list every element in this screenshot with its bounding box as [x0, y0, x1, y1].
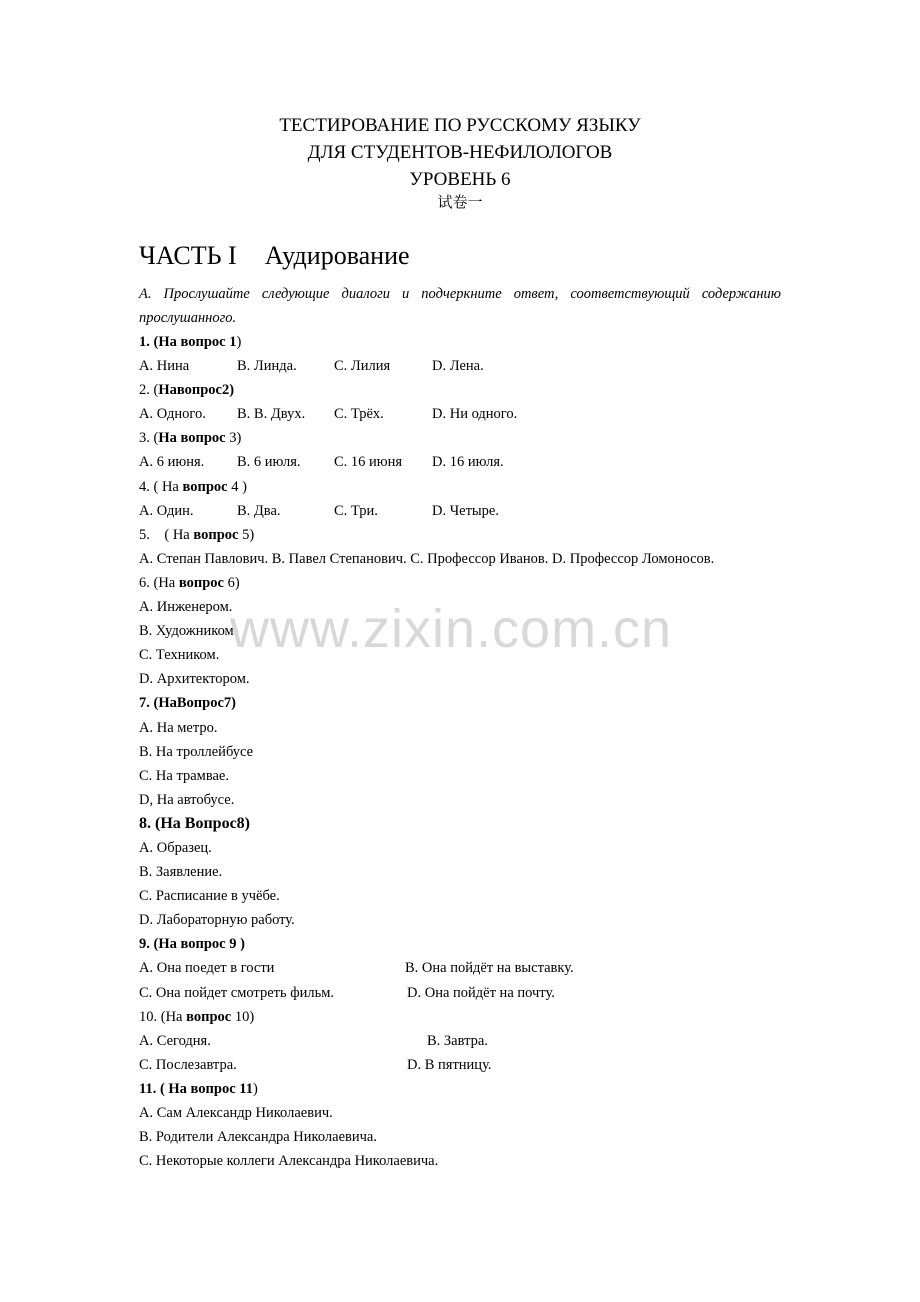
header-subtitle: 试卷一 — [437, 195, 483, 211]
answer-option: C. Она пойдет смотреть фильм. — [139, 984, 335, 1001]
section-heading — [139, 238, 410, 274]
answer-option: B. Завтра. — [427, 1032, 488, 1049]
section-title: Аудирование — [264, 241, 410, 270]
answer-option: D. Лабораторную работу. — [139, 912, 295, 929]
answer-option: A. Одного. — [139, 406, 206, 423]
answer-option: A. Сам Александр Николаевич. — [139, 1105, 333, 1121]
answer-option: C. Лилия — [334, 358, 391, 375]
question-heading: 2. (Навопрос2) — [139, 382, 235, 399]
answer-option: A. Сегодня. — [139, 1032, 211, 1049]
instruction-text: A. Прослушайте следующие диалоги и подчеркните ответ, соответствующий содержанию прослушанного. — [139, 286, 781, 326]
answer-row — [139, 450, 781, 474]
section-number: ЧАСТЬ I — [139, 241, 237, 270]
answer-option: A. Инженером. — [139, 599, 233, 616]
header-title-line-1: ТЕСТИРОВАНИЕ ПО РУССКОМУ ЯЗЫКУ — [279, 115, 641, 136]
answer-row — [139, 354, 781, 378]
answer-option: C. Техником. — [139, 647, 220, 664]
answer-option: A. Нина — [139, 358, 190, 375]
answer-option: B. Родители Александра Николаевича. — [139, 1129, 377, 1146]
answer-option: B. Художником. — [139, 623, 238, 640]
answer-option: A. На метро. — [139, 719, 218, 736]
header-title-line-2: ДЛЯ СТУДЕНТОВ-НЕФИЛОЛОГОВ — [307, 142, 613, 163]
answer-option: B. 6 июля. — [237, 454, 301, 471]
answer-row — [139, 981, 781, 1005]
answer-option: D, На автобусе. — [139, 791, 235, 808]
question-heading: 7. (НаВопрос7) — [139, 695, 236, 712]
answer-option: C. Расписание в учёбе. — [139, 888, 280, 905]
answer-option: D. Она пойдёт на почту. — [407, 984, 555, 1001]
answer-option: B. Заявление. — [139, 864, 223, 881]
answer-option: D. 16 июля. — [432, 454, 504, 471]
answer-option: C. Трёх. — [334, 406, 384, 423]
answer-option: B. В. Двух. — [237, 406, 306, 423]
question-heading: 11. ( На вопрос 11) — [139, 1080, 258, 1097]
question-heading: 5. ( На вопрос 5) — [139, 526, 255, 543]
questions-body — [139, 282, 781, 1173]
answer-option: B. Линда. — [237, 358, 297, 375]
question-heading: 9. (На вопрос 9 ) — [139, 936, 245, 953]
answer-row — [139, 402, 781, 426]
answer-option: D. Четыре. — [432, 502, 499, 519]
answer-option: C. Послезавтра. — [139, 1056, 237, 1073]
answer-option: B. Два. — [237, 502, 281, 519]
answer-row — [139, 499, 781, 523]
answer-row — [139, 956, 781, 980]
answer-option: B. На троллейбусе — [139, 743, 254, 760]
answer-row — [139, 1029, 781, 1053]
answer-options-inline: A. Степан Павлович. B. Павел Степанович. C. Профессор Иванов. D. Профессор Ломоносов. — [139, 550, 715, 567]
question-heading: 3. (На вопрос 3) — [139, 430, 242, 447]
question-heading: 6. (На вопрос 6) — [139, 574, 240, 591]
document-header — [0, 112, 920, 213]
question-heading: 4. ( На вопрос 4 ) — [139, 478, 247, 495]
watermark: www.zixin.com.cn — [230, 599, 673, 659]
answer-option: A. Она поедет в гости — [139, 960, 275, 977]
question-heading: 10. (На вопрос 10) — [139, 1008, 255, 1025]
answer-option: B. Она пойдёт на выставку. — [405, 960, 574, 977]
answer-row — [139, 1053, 781, 1077]
question-heading: 8. (На Вопрос8) — [139, 814, 250, 832]
answer-option: A. 6 июня. — [139, 454, 205, 471]
answer-row — [139, 547, 781, 571]
answer-option: C. 16 июня — [334, 454, 403, 471]
question-heading: 1. (На вопрос 1) — [139, 334, 242, 350]
answer-option: A. Образец. — [139, 839, 212, 856]
answer-option: C. Три. — [334, 502, 378, 519]
answer-option: C. На трамвае. — [139, 767, 229, 784]
answer-option: D. Архитектором. — [139, 671, 250, 688]
header-title-line-3: УРОВЕНЬ 6 — [409, 169, 511, 190]
answer-option: D. Лена. — [432, 358, 484, 375]
answer-option: C. Некоторые коллеги Александра Николаевича. — [139, 1153, 439, 1170]
answer-option: D. В пятницу. — [407, 1056, 492, 1073]
answer-option: A. Один. — [139, 502, 194, 519]
answer-option: D. Ни одного. — [432, 406, 518, 423]
